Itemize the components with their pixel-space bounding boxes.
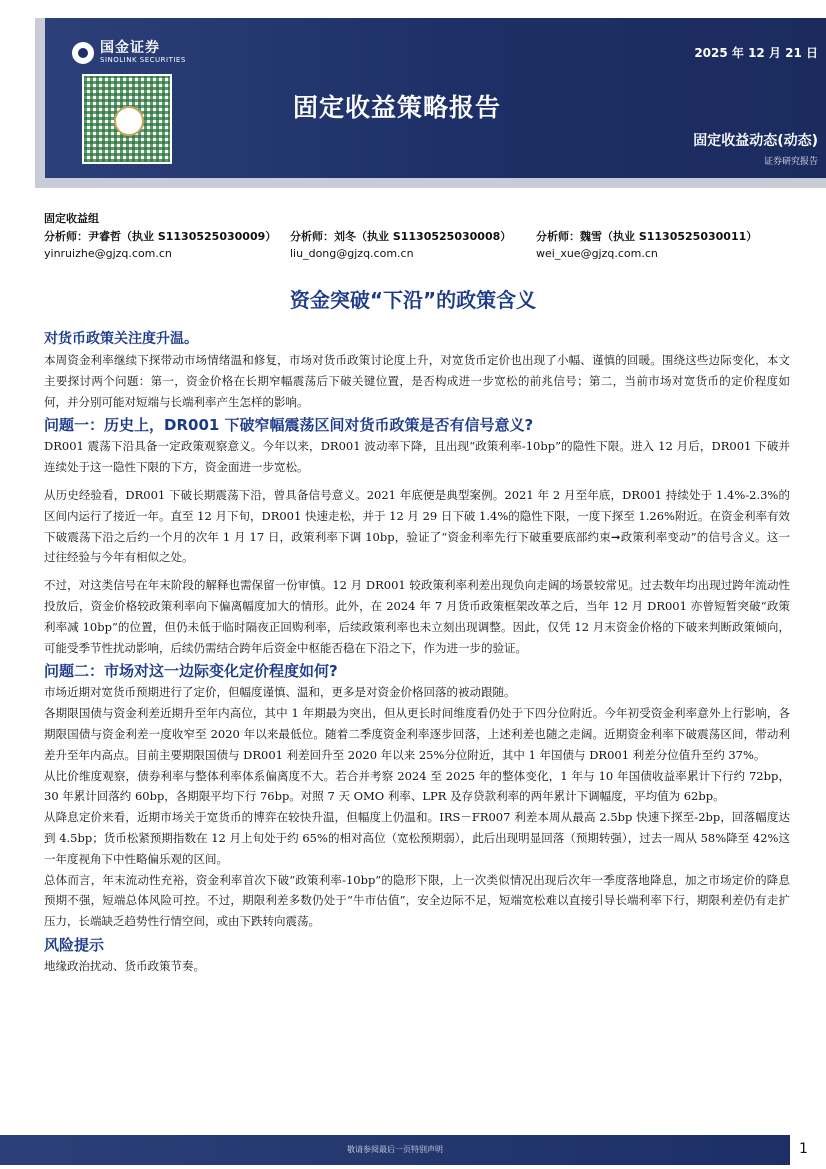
section-heading-q1: 问题一：历史上，DR001 下破窄幅震荡区间对货币政策是否有信号意义?	[44, 416, 534, 435]
page-footer	[0, 1135, 826, 1169]
article-body	[44, 328, 790, 977]
page-number: 1	[799, 1141, 808, 1157]
paragraph: 地缘政治扰动、货币政策节奏。	[44, 958, 205, 973]
analyst-name: 分析师：魏雪（执业 S1130525030011）	[536, 230, 758, 243]
analyst-name: 分析师：刘冬（执业 S1130525030008）	[290, 230, 512, 243]
qr-center-emblem	[114, 106, 144, 136]
analyst-name: 分析师：尹睿哲（执业 S1130525030009）	[44, 230, 277, 243]
header-banner-panel	[45, 18, 826, 178]
analyst-item	[44, 228, 276, 262]
article-title: 资金突破“下沿”的政策含义	[289, 288, 537, 312]
report-date: 2025 年 12 月 21 日	[694, 46, 818, 60]
brand-name-en: SINOLINK SECURITIES	[100, 56, 186, 64]
analyst-email: wei_xue@gjzq.com.cn	[536, 247, 658, 260]
section-heading-q2: 问题二：市场对这一边际变化定价程度如何?	[44, 662, 338, 681]
brand-logo-icon	[72, 42, 94, 64]
section-heading-intro: 对货币政策关注度升温。	[44, 331, 198, 347]
analyst-email: liu_dong@gjzq.com.cn	[290, 247, 414, 260]
paragraph: 不过，对这类信号在年末阶段的解释也需保留一份审慎。12 月 DR001 较政策利率利差出现负向走阔的场景较常见。过去数年均出现过跨年流动性投放后，资金价格较政策利率向下偏离幅度加大的情形。此外，在 2024 年 7 月货币政策框架改革之后，当年 12 月 DR001 亦曾短暂突破“政策利率减 10bp”的位置，但仍未低于临时隔夜正回购利率，后续政策利率也未立刻出现调整。因此，仅凭 12 月末资金价格的下破来判断政策倾向，可能受季节性扰动影响，后续仍需结合跨年后资金中枢能否稳在下沿之下，作为进一步的验证。	[44, 578, 790, 655]
analyst-item	[536, 228, 757, 262]
report-title: 固定收益策略报告	[293, 93, 502, 122]
paragraph: 从降息定价来看，近期市场关于宽货币的博弈在较快升温，但幅度上仍温和。IRS－FR007 利差本周从最高 2.5bp 快速下探至-2bp，回落幅度达到 4.5bp；货币松紧预期指数在 12 月上旬处于约 65%的相对高位（宽松预期弱），此后出现明显回落（预期转强），过去一周从 58%降至 42%这一年度视角下中性略偏乐观的区间。	[44, 810, 790, 866]
header-banner	[35, 18, 826, 188]
paragraph: 本周资金利率继续下探带动市场情绪温和修复，市场对货币政策讨论度上升，对宽货币定价也出现了小幅、谨慎的回暖。围绕这些边际变化，本文主要探讨两个问题：第一，资金价格在长期窄幅震荡后下破关键位置，是否构成进一步宽松的前兆信号；第二，当前市场对宽货币的定价程度如何，并分别可能对短端与长端利率产生怎样的影响。	[44, 353, 790, 409]
paragraph: 各期限国债与资金利差近期升至年内高位，其中 1 年期最为突出，但从更长时间维度看仍处于下四分位附近。今年初受资金利率意外上行影响，各期限国债与资金利差一度收窄至 2020 年以来最低位。随着二季度资金利率逐步回落，上述利差也随之走阔。近期资金利率下破震荡区间，带动利差升至年内高点。目前主要期限国债与 DR001 利差回升至 2020 年以来 25%分位附近，其中 1 年国债与 DR001 利差分位值升至约 37%。	[44, 706, 790, 762]
footer-disclaimer: 敬请参阅最后一页特别声明	[347, 1145, 443, 1154]
paragraph: DR001 震荡下沿具备一定政策观察意义。今年以来，DR001 波动率下降，且出现“政策利率-10bp”的隐性下限。进入 12 月后，DR001 下破并连续处于这一隐性下限的下方，资金面进一步宽松。	[44, 439, 790, 475]
paragraph: 从历史经验看，DR001 下破长期震荡下沿，曾具备信号意义。2021 年底便是典型案例。2021 年 2 月至年底，DR001 持续处于 1.4%-2.3%的区间内运行了接近一年。直至 12 月下旬，DR001 快速走松，并于 12 月 29 日下破 1.4%的隐性下限，一度下探至 1.26%附近。在资金利率有效下破震荡下沿之后约一个月的次年 1 月 17 日，政策利率下调 10bp，验证了“资金利率先行下破重要底部约束➞政策利率变动”的信号含义。这一过往经验与今年有相似之处。	[44, 487, 790, 565]
section-heading-risk: 风险提示	[44, 935, 105, 954]
analyst-item	[290, 228, 511, 262]
report-subtype: 固定收益动态(动态)	[693, 133, 818, 149]
qr-code-icon	[82, 74, 172, 164]
paragraph: 市场近期对宽货币预期进行了定价，但幅度谨慎、温和，更多是对资金价格回落的被动跟随。	[44, 685, 516, 700]
report-category: 证券研究报告	[763, 157, 818, 167]
paragraph: 从比价维度观察，债券利率与整体利率体系偏离度不大。若合并考察 2024 至 2025 年的整体变化，1 年与 10 年国债收益率累计下行约 72bp，30 年累计回落约 60bp，各期限平均下行 76bp。对照 7 天 OMO 利率、LPR 及存贷款利率的两年累计下调幅度，平均值为 62bp。	[44, 768, 790, 804]
brand-name-cn: 国金证券	[100, 40, 160, 56]
paragraph: 总体而言，年末流动性充裕，资金利率首次下破“政策利率-10bp”的隐形下限，上一次类似情况出现后次年一季度落地降息，加之市场定价的降息预期不强，短端总体风险可控。不过，期限利差多数仍处于“牛市估值”，安全边际不足，短端宽松难以直接引导长端利率下行，期限利差仍有走扩压力，长端缺乏趋势性行情空间，或由下跌转向震荡。	[44, 872, 790, 929]
footer-bar	[0, 1135, 790, 1165]
team-name: 固定收益组	[44, 212, 99, 225]
analyst-email: yinruizhe@gjzq.com.cn	[44, 247, 172, 260]
brand-logo	[72, 40, 186, 65]
